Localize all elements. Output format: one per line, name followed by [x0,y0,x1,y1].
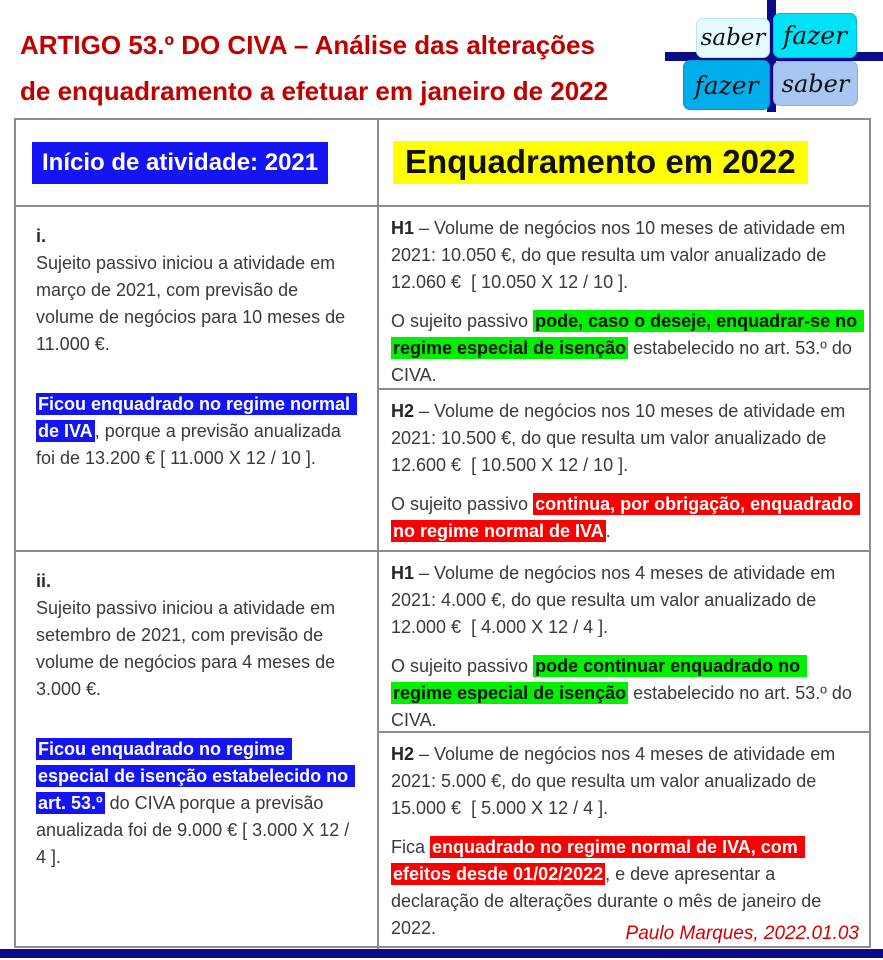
case-i-h1-highlight: pode, caso o deseje, enquadrar-se no regime especial de isenção [393,311,863,358]
bottom-accent-bar [0,949,883,958]
case-i-conclusion [36,391,361,472]
case-i-highlight: Ficou enquadrado no regime normal de IVA [38,394,356,441]
case-ii-highlight: Ficou enquadrado no regime especial de isenção estabelecido no art. 53.º [38,739,354,813]
logo-box-fazer-top: fazer [773,13,857,58]
case-i-h2-highlight: continua, por obrigação, enquadrado no regime normal de IVA [393,494,859,541]
case-ii-h1-volume [391,560,859,641]
author-signature: Paulo Marques, 2022.01.03 [625,923,859,944]
case-ii-h1-tag: H1 [391,563,415,583]
case-i-h1-post: estabelecido no art. 53.º do CIVA. [391,338,857,385]
case-i-cell [16,207,377,552]
case-i-h2-tag: H2 [391,401,415,421]
case-ii-h2-highlight: enquadrado no regime normal de IVA, com efeitos desde 01/02/2022 [393,837,803,884]
case-ii-h1-body: – Volume de negócios nos 4 meses de atividade em 2021: 4.000 €, do que resulta um valor anualizado de 12.000 € [ 4.000 X 12 / 4 ]. [391,563,841,637]
case-ii-label: ii. [36,571,52,591]
logo-box-fazer-bottom: fazer [683,60,770,110]
header-left-label: Início de atividade: 2021 [32,142,328,184]
case-ii-cell [16,552,377,954]
case-ii-h2-cell [379,733,869,954]
case-i-h2-body: – Volume de negócios nos 10 meses de atividade em 2021: 10.500 €, do que resulta um valor anualizado de 12.600 € [ 10.500 X 12 / 10 ]. [391,401,851,475]
case-ii-h1-pre: O sujeito passivo [391,656,534,676]
case-ii-h1-result [391,653,859,733]
case-i-h2-result [391,491,859,545]
case-ii-h2-post: , e deve apresentar a declaração de alterações durante o mês de janeiro de 2022. [391,864,827,938]
case-i-h2-cell [379,390,869,552]
case-i-h1-cell [379,207,869,390]
case-i-h1-volume [391,215,859,296]
saber-fazer-logo [663,0,883,116]
case-ii-h2-tag: H2 [391,744,415,764]
case-ii-intro: Sujeito passivo iniciou a atividade em setembro de 2021, com previsão de volume de negócios para 4 meses de 3.000 €. [36,598,341,699]
logo-box-saber-top: saber [696,18,770,58]
case-ii-h1-post: estabelecido no art. 53.º do CIVA. [391,683,857,730]
case-i-label: i. [36,226,47,246]
column-enquadramento-2022 [379,120,869,954]
case-ii-h1-cell [379,552,869,733]
case-i-h1-result [391,308,863,389]
header-right-label: Enquadramento em 2022 [393,141,808,184]
header-cell-left [16,120,377,207]
case-i-h1-pre: O sujeito passivo [391,311,534,331]
case-ii-conclusion [36,736,361,871]
header-cell-right [379,120,869,207]
case-i-h1-body: – Volume de negócios nos 10 meses de atividade em 2021: 10.050 €, do que resulta um valor anualizado de 12.060 € [ 10.050 X 12 / 10 ]. [391,218,851,292]
case-i-h2-pre: O sujeito passivo [391,494,534,514]
case-i-rest: , porque a previsão anualizada foi de 13.200 € [ 11.000 X 12 / 10 ]. [36,421,346,468]
case-ii-h2-pre: Fica [391,837,431,857]
case-i-intro: Sujeito passivo iniciou a atividade em março de 2021, com previsão de volume de negócios para 10 meses de 11.000 €. [36,253,351,354]
case-i-h2-post: . [605,521,611,541]
vat-comparison-table [14,118,871,948]
case-ii-h2-body: – Volume de negócios nos 4 meses de atividade em 2021: 5.000 €, do que resulta um valor anualizado de 15.000 € [ 5.000 X 12 / 4 ]. [391,744,841,818]
case-i-h2-volume [391,398,859,479]
case-i-h1-tag: H1 [391,218,415,238]
case-ii-rest: do CIVA porque a previsão anualizada foi de 9.000 € [ 3.000 X 12 / 4 ]. [36,793,355,867]
page-title [20,22,608,114]
page-title-line-2: de enquadramento a efetuar em janeiro de 2022 [20,76,609,106]
case-ii-h2-volume [391,741,859,822]
column-inicio-atividade [16,120,379,954]
page-title-line-1: ARTIGO 53.º DO CIVA – Análise das alterações [20,30,595,60]
case-ii-h1-highlight: pode continuar enquadrado no regime especial de isenção [393,656,806,703]
logo-box-saber-bottom: saber [773,61,858,106]
